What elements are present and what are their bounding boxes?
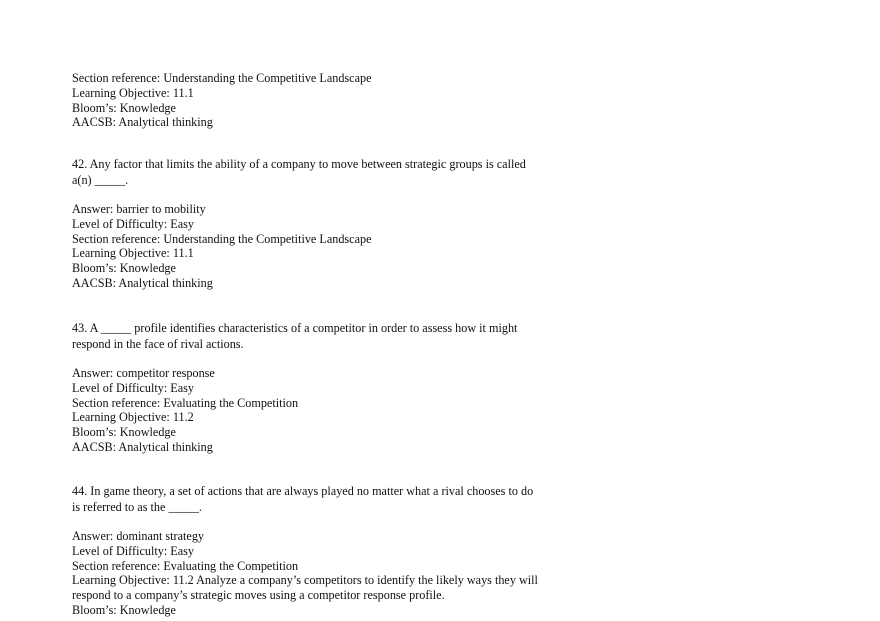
aacsb-tag: AACSB: Analytical thinking [72, 275, 213, 290]
difficulty: Level of Difficulty: Easy [72, 543, 194, 558]
difficulty: Level of Difficulty: Easy [72, 216, 194, 231]
aacsb-tag: AACSB: Analytical thinking [72, 439, 213, 454]
learning-objective: Learning Objective: 11.2 [72, 410, 194, 425]
blooms-level: Bloom’s: Knowledge [72, 425, 176, 440]
answer: Answer: competitor response [72, 366, 215, 380]
answer: Answer: dominant strategy [72, 529, 205, 543]
difficulty: Level of Difficulty: Easy [72, 380, 194, 395]
blooms-level: Bloom’s: Knowledge [72, 261, 176, 276]
question-42-text: 42. Any factor that limits the ability of a company to move between strategic groups is called a(n) _____. [72, 157, 526, 187]
question-43-metadata [72, 366, 552, 455]
question-44-text: 44. In game theory, a set of actions that are always played no matter what a rival chooses to do is referred to as the _____. [72, 484, 534, 514]
section-reference: Section reference: Evaluating the Competition [72, 395, 299, 410]
blooms-level: Bloom’s: Knowledge [72, 100, 176, 115]
question-42-metadata [72, 202, 552, 291]
section-reference: Section reference: Understanding the Competitive Landscape [72, 71, 372, 85]
blooms-level: Bloom’s: Knowledge [72, 602, 176, 617]
section-reference: Section reference: Understanding the Competitive Landscape [72, 231, 372, 246]
learning-objective: Learning Objective: 11.1 [72, 85, 194, 100]
answer: Answer: barrier to mobility [72, 202, 206, 216]
section-reference: Section reference: Evaluating the Competition [72, 558, 299, 573]
metadata-block-q41 [72, 71, 552, 130]
learning-objective: Learning Objective: 11.1 [72, 246, 194, 261]
learning-objective: Learning Objective: 11.2 Analyze a company’s competitors to identify the likely ways they will respond to a company’s strategic moves using a competitor response profile. [72, 573, 538, 603]
aacsb-tag: AACSB: Analytical thinking [72, 115, 213, 130]
question-43-text: 43. A _____ profile identifies characteristics of a competitor in order to assess how it might respond in the face of rival actions. [72, 321, 518, 351]
question-44-metadata [72, 529, 538, 618]
